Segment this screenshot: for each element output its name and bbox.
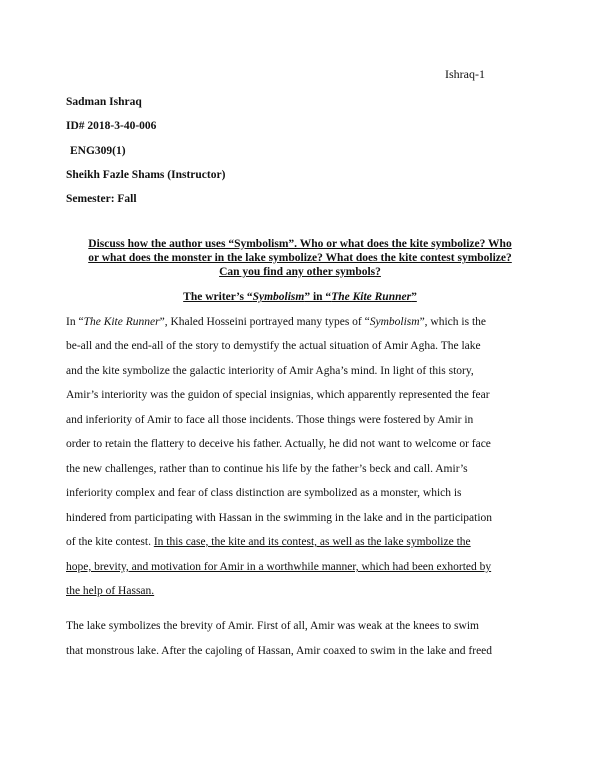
p1-line-11: hope, brevity, and motivation for Amir in a worthwhile manner, which had been exhorted by [66,561,492,573]
p1-line-5: and inferiority of Amir to face all those incidents. Those things were fostered by Amir in [66,414,474,426]
semester: Semester: Fall [66,193,137,205]
p1-line-4: Amir’s interiority was the guidon of special insignias, which apparently represented the fear [66,389,490,401]
p1-l1-a: In “ [66,316,84,328]
essay-title-mid: ” in “ [304,291,332,303]
instructor-name: Sheikh Fazle Shams (Instructor) [66,169,226,181]
p1-line-8: inferiority complex and fear of class distinction are symbolized as a monster, which is [66,487,462,499]
p1-l10-underlined: In this case, the kite and its contest, as well as the lake symbolize the [153,536,471,548]
page-header-label: Ishraq-1 [445,67,485,81]
p1-l1-em2: Symbolism [369,316,420,328]
p1-l1-em1: The Kite Runner [83,316,160,328]
essay-title [0,291,600,303]
p1-line-6: order to retain the flattery to deceive his father. Actually, he did not want to welcome or face [66,438,491,450]
p1-line-7: the new challenges, rather than to continue his life by the father’s beck and call. Amir’s [66,463,468,475]
question-line-1: Discuss how the author uses “Symbolism”. Who or what does the kite symbolize? Who [88,238,512,250]
question-line-3: Can you find any other symbols? [219,266,381,278]
essay-title-prefix: The writer’s “ [183,291,253,303]
p1-line-10 [66,536,471,548]
student-id: ID# 2018-3-40-006 [66,120,157,132]
p1-l1-b: ”, Khaled Hosseini portrayed many types of “ [159,316,370,328]
p2-line-1: The lake symbolizes the brevity of Amir. First of all, Amir was weak at the knees to swim [66,620,479,632]
p1-line-3: and the kite symbolize the galactic interiority of Amir Agha’s mind. In light of this story, [66,365,474,377]
essay-title-suffix: ” [411,291,417,303]
question-line-2: or what does the monster in the lake symbolize? What does the kite contest symbolize? [88,252,512,264]
essay-title-em2: The Kite Runner [331,291,412,303]
p1-l10-a: of the kite contest. [66,536,154,548]
p1-line-2: be-all and the end-all of the story to demystify the actual situation of Amir Agha. The lake [66,340,481,352]
p1-line-12: the help of Hassan. [66,585,155,597]
essay-title-em1: Symbolism [252,291,305,303]
p1-l1-c: ”, which is the [419,316,487,328]
p1-line-9: hindered from participating with Hassan in the swimming in the lake and in the participation [66,512,493,524]
p1-line-1 [66,316,486,328]
p2-line-2: that monstrous lake. After the cajoling of Hassan, Amir coaxed to swim in the lake and freed [66,645,493,657]
student-name: Sadman Ishraq [66,96,142,108]
course-code: ENG309(1) [70,145,126,157]
